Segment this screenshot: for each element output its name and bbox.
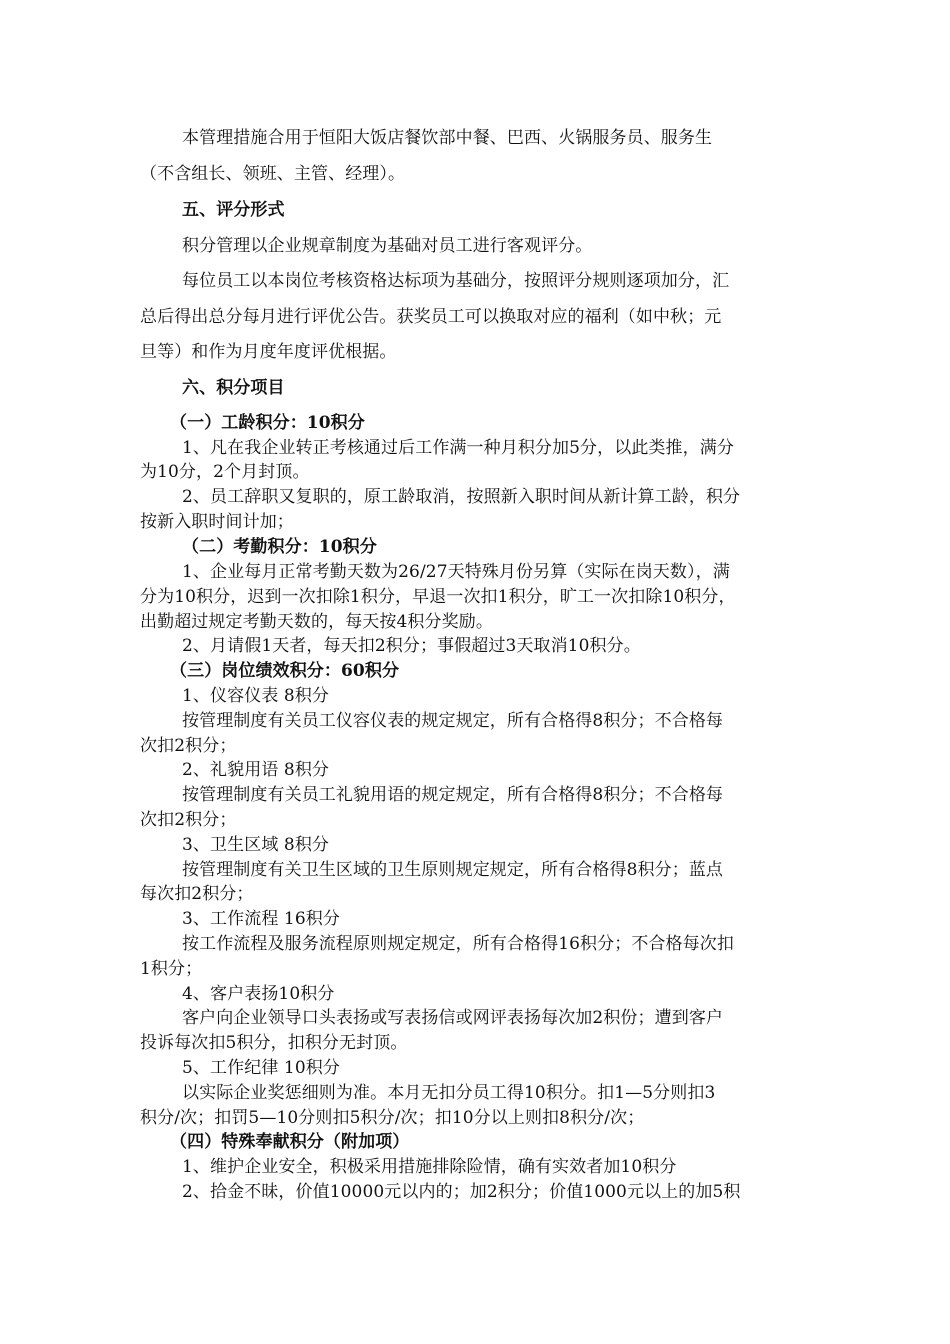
attendance-item-2: 2、月请假1天者，每天扣2积分；事假超过3天取消10积分。 [182, 636, 641, 656]
performance-praise-rule-line-2: 投诉每次扣5积分，扣积分无封顶。 [140, 1033, 408, 1053]
performance-hygiene-rule-line-1: 按管理制度有关卫生区域的卫生原则规定规定，所有合格得8积分；蓝点 [182, 860, 724, 880]
subheading-attendance-points: （二）考勤积分：10积分 [182, 537, 377, 557]
performance-hygiene-rule-line-2: 每次扣2积分； [140, 884, 254, 904]
paragraph-scoring-rule-line-1: 每位员工以本岗位考核资格达标项为基础分，按照评分规则逐项加分，汇 [182, 271, 730, 291]
paragraph-scoring-rule-line-3: 旦等）和作为月度年度评优根据。 [140, 342, 397, 362]
subheading-special-contribution: （四）特殊奉献积分（附加项） [170, 1132, 410, 1152]
section-heading-6: 六、积分项目 [182, 378, 285, 398]
performance-item-discipline: 5、工作纪律 10积分 [182, 1058, 340, 1078]
performance-item-workflow: 3、工作流程 16积分 [182, 909, 340, 929]
attendance-item-1-line-2: 分为10积分，迟到一次扣除1积分，早退一次扣1积分，旷工一次扣除10积分， [140, 587, 736, 607]
performance-workflow-rule-line-1: 按工作流程及服务流程原则规定规定，所有合格得16积分；不合格每次扣 [182, 934, 734, 954]
performance-item-appearance: 1、仪容仪表 8积分 [182, 686, 330, 706]
seniority-item-1-line-1: 1、凡在我企业转正考核通过后工作满一种月积分加5分，以此类推，满分 [182, 438, 734, 458]
paragraph-scope-line-2: （不含组长、领班、主管、经理）。 [140, 164, 406, 184]
performance-item-courtesy: 2、礼貌用语 8积分 [182, 760, 330, 780]
performance-courtesy-rule-line-1: 按管理制度有关员工礼貌用语的规定规定，所有合格得8积分；不合格每 [182, 785, 724, 805]
section-heading-5: 五、评分形式 [182, 200, 285, 220]
performance-appearance-rule-line-2: 次扣2积分； [140, 736, 237, 756]
performance-discipline-rule-line-1: 以实际企业奖惩细则为准。本月无扣分员工得10积分。扣1—5分则扣3 [182, 1083, 716, 1103]
paragraph-scoring-rule-line-2: 总后得出总分每月进行评优公告。获奖员工可以换取对应的福利（如中秋；元 [140, 307, 722, 327]
special-item-1: 1、维护企业安全，积极采用措施排除险情，确有实效者加10积分 [182, 1157, 677, 1177]
paragraph-scope-line-1: 本管理措施合用于恒阳大饭店餐饮部中餐、巴西、火锅服务员、服务生 [182, 128, 713, 148]
subheading-seniority-points: （一）工龄积分：10积分 [170, 413, 365, 433]
performance-workflow-rule-line-2: 1积分； [140, 959, 203, 979]
attendance-item-1-line-3: 出勤超过规定考勤天数的，每天按4积分奖励。 [140, 612, 493, 632]
seniority-item-2-line-2: 按新入职时间计加； [140, 512, 294, 532]
special-item-2: 2、拾金不昧，价值10000元以内的；加2积分；价值1000元以上的加5积 [182, 1182, 741, 1202]
seniority-item-2-line-1: 2、员工辞职又复职的，原工龄取消，按照新入职时间从新计算工龄，积分 [182, 487, 741, 507]
performance-item-hygiene: 3、卫生区域 8积分 [182, 835, 330, 855]
attendance-item-1-line-1: 1、企业每月正常考勤天数为26/27天特殊月份另算（实际在岗天数），满 [182, 562, 730, 582]
performance-courtesy-rule-line-2: 次扣2积分； [140, 810, 237, 830]
paragraph-scoring-basis: 积分管理以企业规章制度为基础对员工进行客观评分。 [182, 236, 593, 256]
performance-discipline-rule-line-2: 积分/次；扣罚5—10分则扣5积分/次；扣10分以上则扣8积分/次； [140, 1108, 645, 1128]
seniority-item-1-line-2: 为10分，2个月封顶。 [140, 462, 310, 482]
performance-praise-rule-line-1: 客户向企业领导口头表扬或写表扬信或网评表扬每次加2积份；遭到客户 [182, 1008, 724, 1028]
subheading-performance-points: （三）岗位绩效积分：60积分 [170, 661, 400, 681]
performance-appearance-rule-line-1: 按管理制度有关员工仪容仪表的规定规定，所有合格得8积分；不合格每 [182, 711, 724, 731]
performance-item-customer-praise: 4、客户表扬10积分 [182, 984, 335, 1004]
